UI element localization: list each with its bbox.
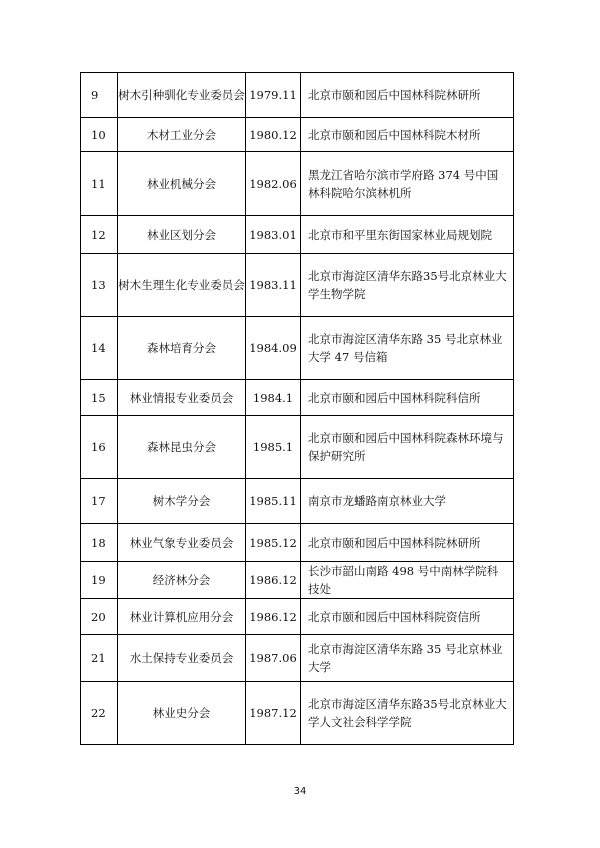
org-name: 林业史分会 bbox=[118, 682, 246, 745]
org-name: 树木生理生化专业委员会 bbox=[118, 254, 246, 317]
org-address: 黑龙江省哈尔滨市学府路 374 号中国林科院哈尔滨林机所 bbox=[301, 152, 514, 216]
org-address: 北京市颐和园后中国林科院木材所 bbox=[301, 118, 514, 152]
found-year: 1985.11 bbox=[246, 479, 301, 524]
org-address: 北京市海淀区清华东路 35 号北京林业大学 bbox=[301, 635, 514, 682]
table-row bbox=[81, 118, 514, 152]
row-number: 15 bbox=[81, 380, 118, 416]
table-row bbox=[81, 416, 514, 479]
table-row bbox=[81, 479, 514, 524]
org-address: 北京市颐和园后中国林科院科信所 bbox=[301, 380, 514, 416]
table-row bbox=[81, 73, 514, 118]
org-address: 北京市颐和园后中国林科院林研所 bbox=[301, 524, 514, 562]
table-row bbox=[81, 254, 514, 317]
organization-table bbox=[80, 72, 514, 745]
found-year: 1987.06 bbox=[246, 635, 301, 682]
table-row bbox=[81, 152, 514, 216]
row-number: 12 bbox=[81, 216, 118, 254]
org-name: 林业机械分会 bbox=[118, 152, 246, 216]
org-name: 树木学分会 bbox=[118, 479, 246, 524]
org-address: 北京市和平里东街国家林业局规划院 bbox=[301, 216, 514, 254]
table-row bbox=[81, 599, 514, 635]
org-address: 南京市龙蟠路南京林业大学 bbox=[301, 479, 514, 524]
row-number: 14 bbox=[81, 317, 118, 380]
found-year: 1982.06 bbox=[246, 152, 301, 216]
row-number: 16 bbox=[81, 416, 118, 479]
org-address: 长沙市韶山南路 498 号中南林学院科技处 bbox=[301, 562, 514, 599]
row-number: 18 bbox=[81, 524, 118, 562]
found-year: 1987.12 bbox=[246, 682, 301, 745]
org-address: 北京市颐和园后中国林科院森林环境与保护研究所 bbox=[301, 416, 514, 479]
found-year: 1985.1 bbox=[246, 416, 301, 479]
org-address: 北京市海淀区清华东路35号北京林业大学生物学院 bbox=[301, 254, 514, 317]
row-number: 20 bbox=[81, 599, 118, 635]
found-year: 1983.11 bbox=[246, 254, 301, 317]
table-row bbox=[81, 317, 514, 380]
found-year: 1986.12 bbox=[246, 599, 301, 635]
found-year: 1984.1 bbox=[246, 380, 301, 416]
table-row bbox=[81, 380, 514, 416]
org-name: 木材工业分会 bbox=[118, 118, 246, 152]
org-name: 林业区划分会 bbox=[118, 216, 246, 254]
found-year: 1984.09 bbox=[246, 317, 301, 380]
found-year: 1985.12 bbox=[246, 524, 301, 562]
org-address: 北京市海淀区清华东路35号北京林业大学人文社会科学学院 bbox=[301, 682, 514, 745]
org-name: 树木引种驯化专业委员会 bbox=[118, 73, 246, 118]
row-number: 19 bbox=[81, 562, 118, 599]
row-number: 13 bbox=[81, 254, 118, 317]
row-number: 22 bbox=[81, 682, 118, 745]
table-row bbox=[81, 524, 514, 562]
table-row bbox=[81, 635, 514, 682]
row-number: 17 bbox=[81, 479, 118, 524]
row-number: 21 bbox=[81, 635, 118, 682]
row-number: 10 bbox=[81, 118, 118, 152]
org-address: 北京市海淀区清华东路 35 号北京林业大学 47 号信箱 bbox=[301, 317, 514, 380]
found-year: 1983.01 bbox=[246, 216, 301, 254]
row-number: 11 bbox=[81, 152, 118, 216]
page-number: 34 bbox=[293, 786, 307, 797]
org-name: 经济林分会 bbox=[118, 562, 246, 599]
org-name: 森林培育分会 bbox=[118, 317, 246, 380]
found-year: 1979.11 bbox=[246, 73, 301, 118]
org-name: 森林昆虫分会 bbox=[118, 416, 246, 479]
found-year: 1980.12 bbox=[246, 118, 301, 152]
org-name: 林业气象专业委员会 bbox=[118, 524, 246, 562]
org-name: 林业情报专业委员会 bbox=[118, 380, 246, 416]
found-year: 1986.12 bbox=[246, 562, 301, 599]
table-row bbox=[81, 216, 514, 254]
org-name: 水土保持专业委员会 bbox=[118, 635, 246, 682]
org-address: 北京市颐和园后中国林科院林研所 bbox=[301, 73, 514, 118]
table-row bbox=[81, 682, 514, 745]
table-row bbox=[81, 562, 514, 599]
row-number: 9 bbox=[81, 73, 118, 118]
org-name: 林业计算机应用分会 bbox=[118, 599, 246, 635]
org-address: 北京市颐和园后中国林科院资信所 bbox=[301, 599, 514, 635]
